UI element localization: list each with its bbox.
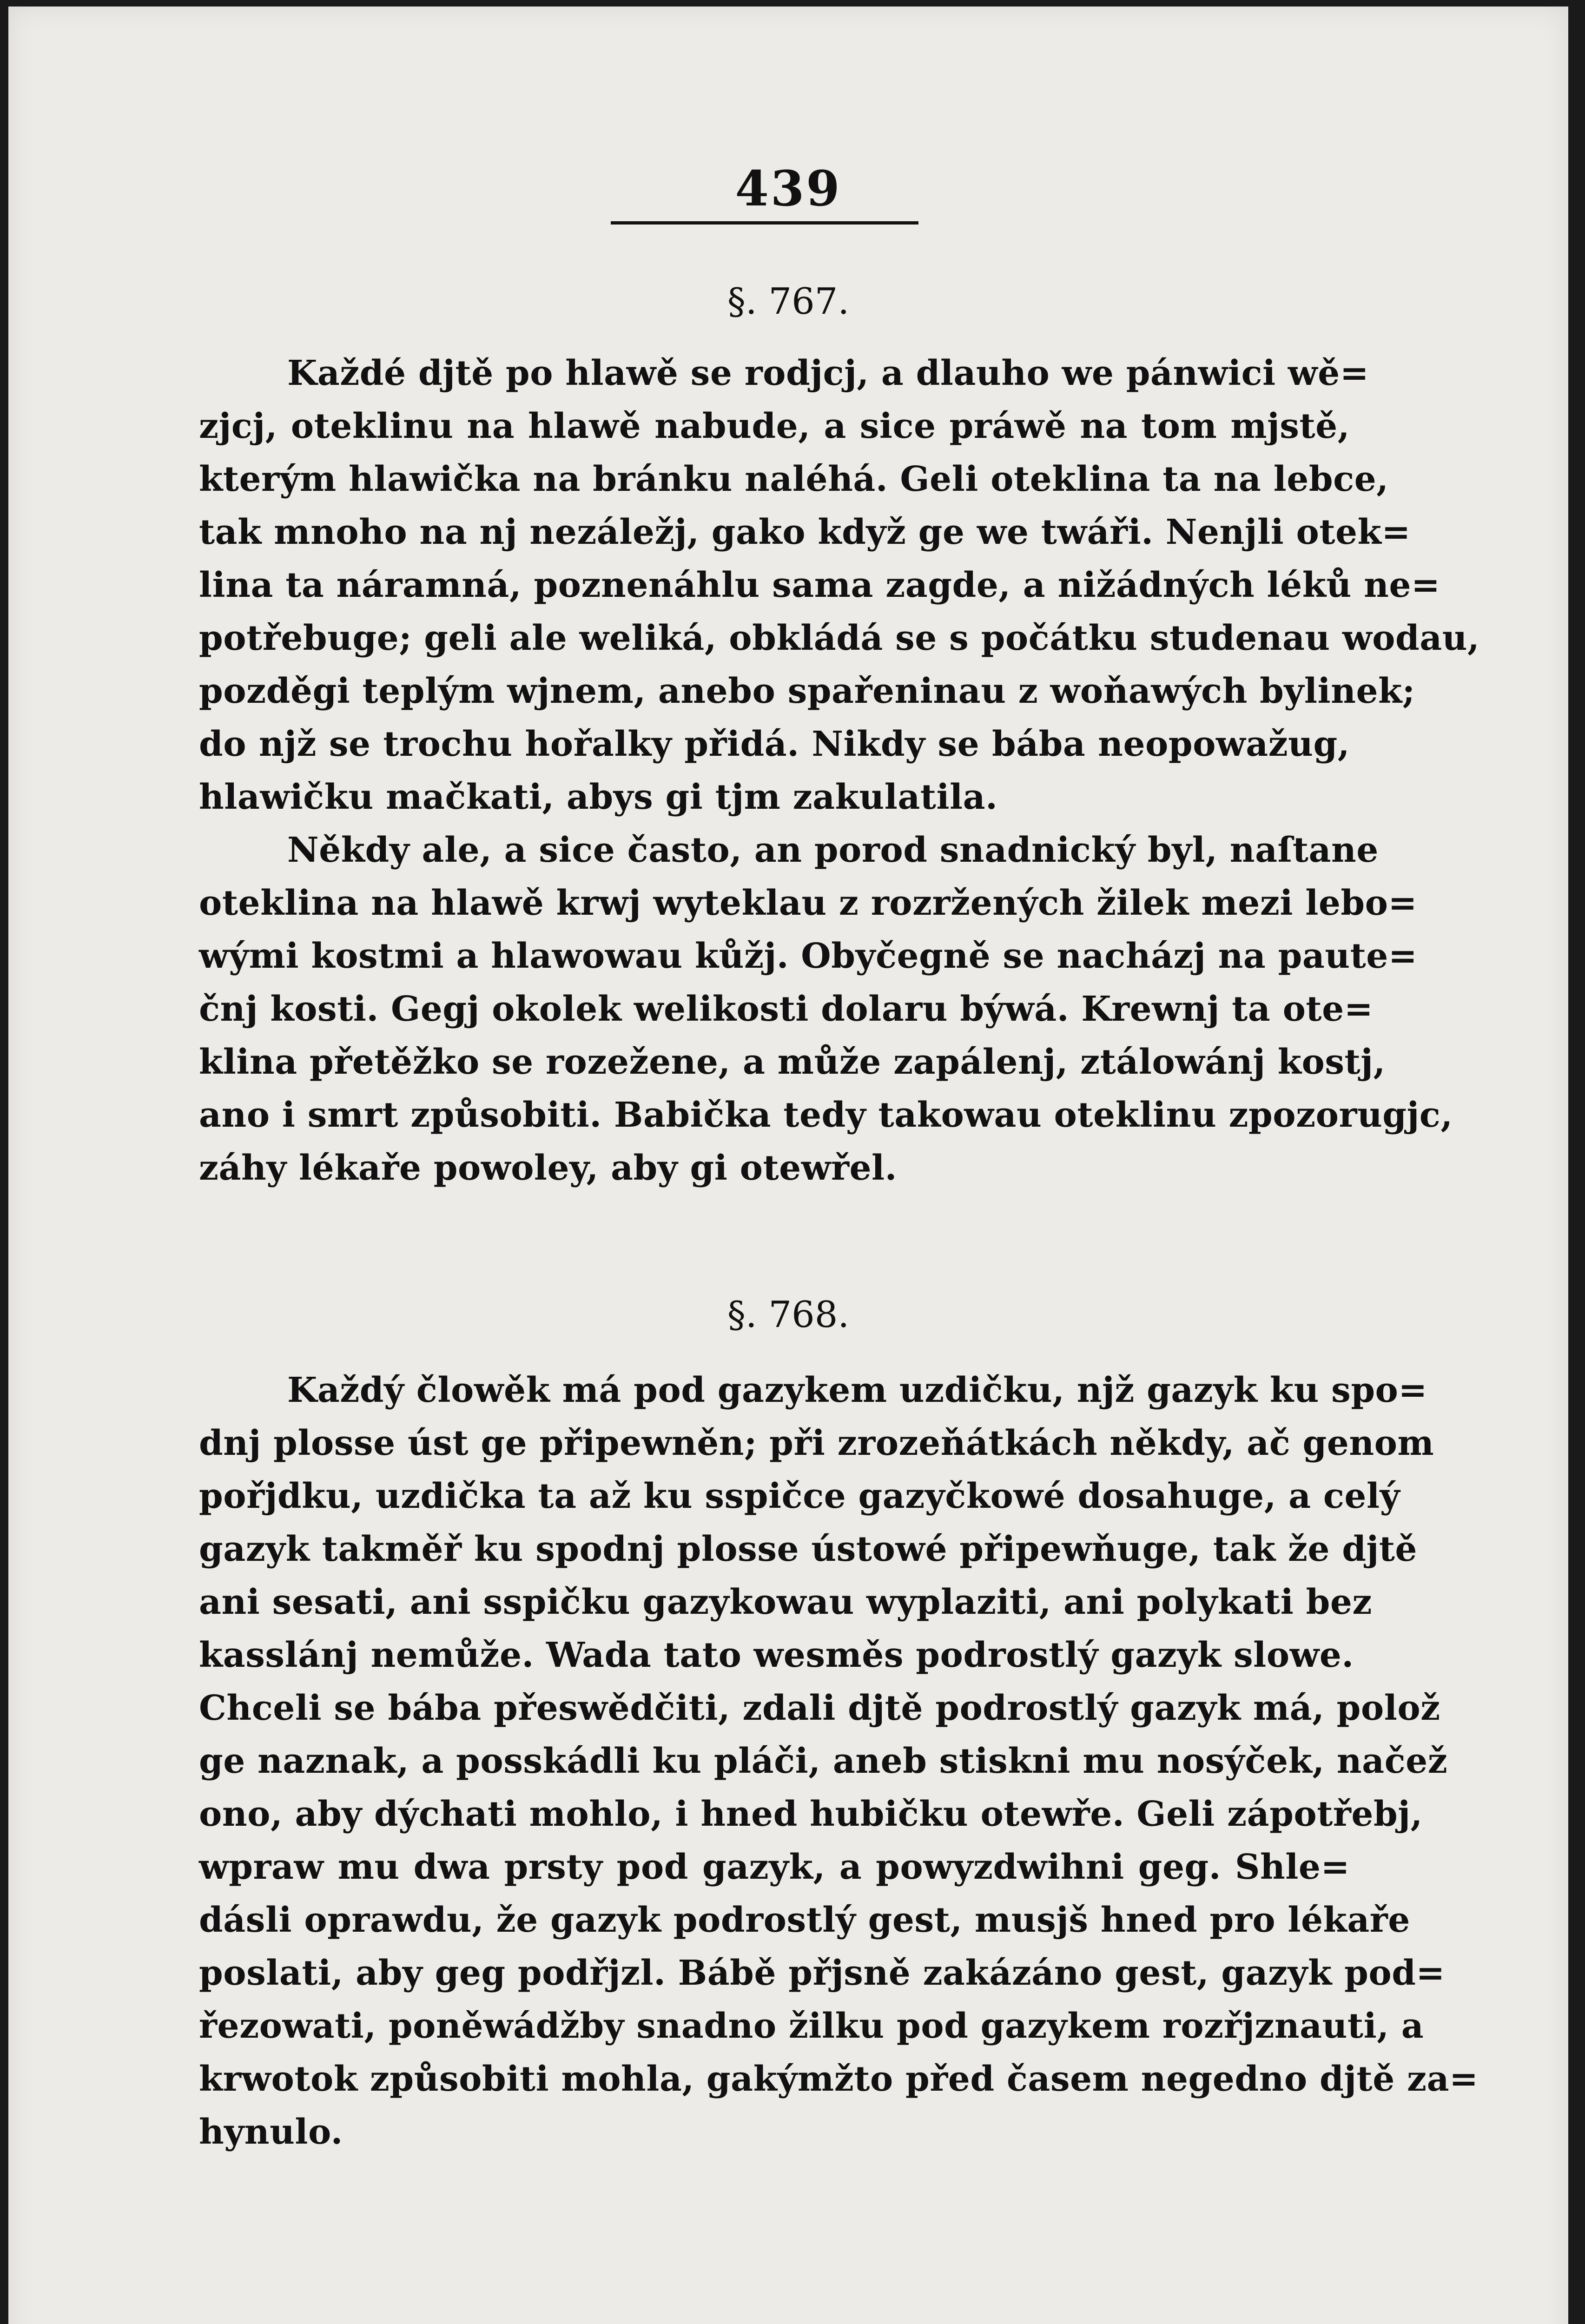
- paragraph: [199, 824, 1453, 1195]
- paragraph: [199, 1364, 1479, 2159]
- text-line: dnj plosse úst ge připewněn; při zrozeňátkách někdy, ač genom: [199, 1423, 1434, 1463]
- section-heading: §. 767.: [727, 281, 850, 323]
- book-page: [8, 7, 1568, 2324]
- text-line: ge naznak, a posskádli ku pláči, aneb stiskni mu nosýček, načež: [199, 1741, 1448, 1781]
- text-line: čnj kosti. Gegj okolek welikosti dolaru býwá. Krewnj ta ote=: [199, 989, 1374, 1029]
- text-line: potřebuge; geli ale weliká, obkládá se s počátku studenau wodau,: [199, 618, 1480, 658]
- text-line: pozděgi teplým wjnem, anebo spařeninau z woňawých bylinek;: [199, 671, 1415, 711]
- text-line: do njž se trochu hořalky přidá. Nikdy se bába neopowažug,: [199, 724, 1350, 764]
- text-line: záhy lékaře powoley, aby gi otewřel.: [199, 1148, 897, 1188]
- paragraph: [199, 347, 1480, 824]
- section-heading: §. 768.: [727, 1294, 850, 1336]
- text-line: ano i smrt způsobiti. Babička tedy takowau oteklinu zpozorugjc,: [199, 1095, 1453, 1135]
- text-line: kterým hlawička na bránku naléhá. Geli oteklina ta na lebce,: [199, 459, 1389, 499]
- text-line: ani sesati, ani sspičku gazykowau wyplaziti, ani polykati bez: [199, 1582, 1372, 1622]
- text-line: Každý člowěk má pod gazykem uzdičku, njž gazyk ku spo=: [287, 1370, 1427, 1410]
- text-line: klina přetěžko se rozežene, a může zapálenj, ztálowánj kostj,: [199, 1042, 1386, 1082]
- text-line: kasslánj nemůže. Wada tato wesměs podrostlý gazyk slowe.: [199, 1635, 1354, 1675]
- page-number: 439: [735, 160, 842, 217]
- text-line: wpraw mu dwa prsty pod gazyk, a powyzdwihni geg. Shle=: [199, 1847, 1350, 1887]
- text-line: oteklina na hlawě krwj wyteklau z rozržených žilek mezi lebo=: [199, 883, 1418, 923]
- text-line: ono, aby dýchati mohlo, i hned hubičku otewře. Geli zápotřebj,: [199, 1794, 1423, 1834]
- text-line: gazyk takměř ku spodnj plosse ústowé připewňuge, tak že djtě: [199, 1529, 1418, 1569]
- text-line: řezowati, poněwádžby snadno žilku pod gazykem rozřjznauti, a: [199, 2006, 1424, 2046]
- text-line: tak mnoho na nj nezáležj, gako když ge we twáři. Nenjli otek=: [199, 512, 1411, 552]
- text-line: zjcj, oteklinu na hlawě nabude, a sice práwě na tom mjstě,: [199, 406, 1350, 446]
- header-rule: [611, 221, 918, 224]
- section-body: [199, 1364, 1479, 2159]
- text-line: poslati, aby geg podřjzl. Bábě přjsně zakázáno gest, gazyk pod=: [199, 1953, 1445, 1993]
- text-line: Každé djtě po hlawě se rodjcj, a dlauho we pánwici wě=: [287, 353, 1369, 393]
- text-line: dásli oprawdu, že gazyk podrostlý gest, musjš hned pro lékaře: [199, 1900, 1410, 1940]
- section-body: [199, 347, 1480, 1195]
- text-line: Někdy ale, a sice často, an porod snadnický byl, naſtane: [287, 830, 1379, 870]
- text-line: pořjdku, uzdička ta až ku sspičce gazyčkowé dosahuge, a celý: [199, 1476, 1400, 1516]
- text-line: hynulo.: [199, 2112, 343, 2152]
- text-line: krwotok způsobiti mohla, gakýmžto před časem negedno djtě za=: [199, 2059, 1479, 2099]
- text-line: wými kostmi a hlawowau kůžj. Obyčegně se nacházj na paute=: [199, 936, 1418, 976]
- text-line: lina ta náramná, poznenáhlu sama zagde, a nižádných léků ne=: [199, 565, 1440, 605]
- text-line: hlawičku mačkati, abys gi tjm zakulatila.: [199, 777, 998, 817]
- text-line: Chceli se bába přeswědčiti, zdali djtě podrostlý gazyk má, polož: [199, 1688, 1440, 1728]
